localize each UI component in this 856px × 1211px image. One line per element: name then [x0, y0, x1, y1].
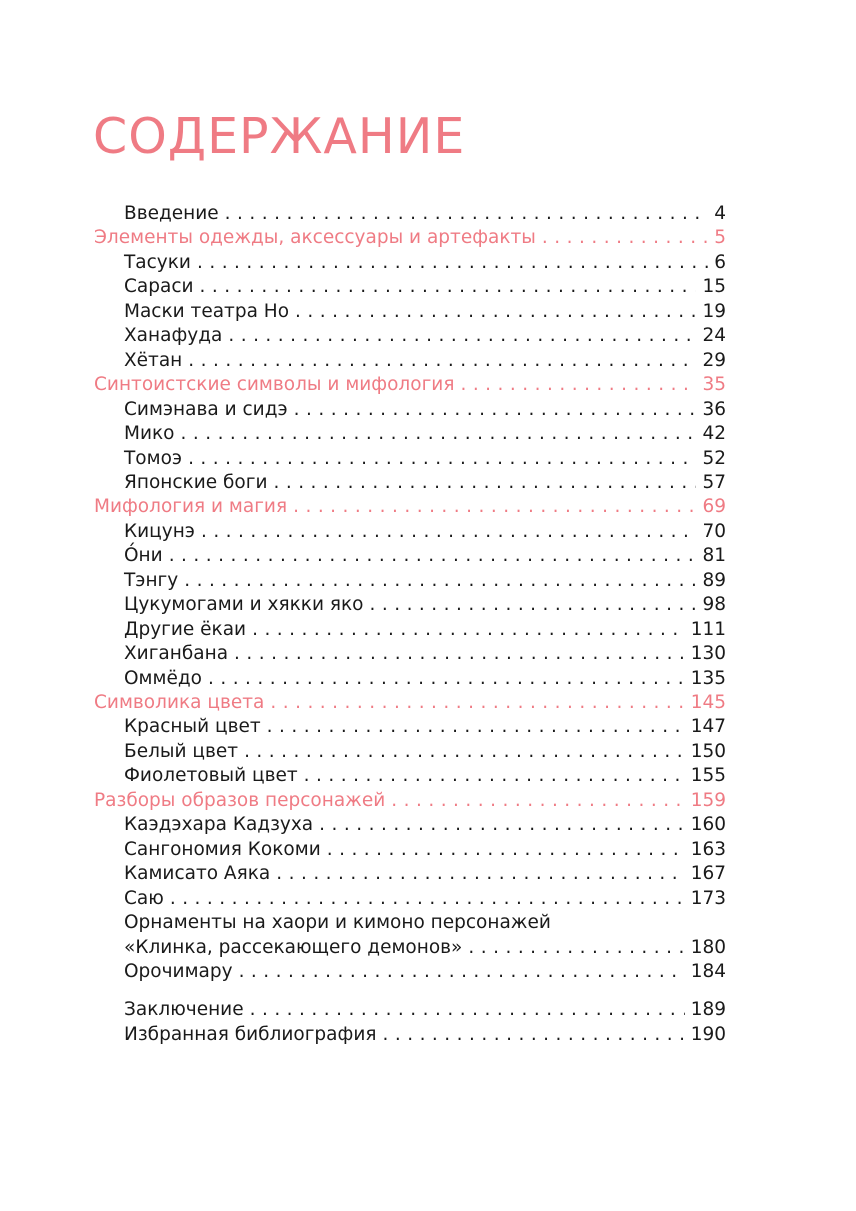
dot-leader: [244, 740, 685, 764]
toc-entry-label: Элементы одежды, аксессуары и артефакты: [94, 227, 536, 249]
toc-entry[interactable]: [124, 642, 726, 666]
toc-entry-label: Саю: [124, 887, 164, 909]
toc-entry[interactable]: [124, 936, 726, 960]
toc-entry[interactable]: [124, 1023, 726, 1047]
toc-entry-label: Другие ёкаи: [124, 618, 247, 640]
dot-leader: [208, 667, 685, 691]
toc-entry-label: Хиганбана: [124, 643, 229, 665]
toc-entry[interactable]: [124, 520, 726, 544]
toc-entry[interactable]: [124, 862, 726, 886]
dot-leader: [319, 813, 685, 837]
toc-page-number: 98: [702, 594, 726, 616]
dot-leader: [188, 447, 696, 471]
toc-entry[interactable]: [124, 202, 726, 226]
dot-leader: [169, 544, 697, 568]
toc-page-number: 70: [702, 520, 726, 542]
dot-leader: [228, 324, 696, 348]
dot-leader: [225, 202, 709, 226]
toc-page-number: 155: [690, 765, 726, 787]
toc-page-number: 81: [702, 545, 726, 567]
dot-leader: [197, 251, 708, 275]
toc-entry[interactable]: [124, 398, 726, 422]
toc-page-number: 89: [702, 569, 726, 591]
dot-leader: [276, 862, 684, 886]
toc-page-number: 29: [702, 349, 726, 371]
toc-page-number: 167: [690, 863, 726, 885]
toc-entry-label: «Клинка, рассекающего демонов»: [124, 936, 463, 958]
toc-page-number: 190: [690, 1023, 726, 1045]
toc-entry[interactable]: [124, 422, 726, 446]
toc-page-number: 36: [702, 398, 726, 420]
toc-entry-label: Синтоистские символы и мифология: [94, 374, 455, 396]
dot-leader: [294, 398, 697, 422]
toc-page-number: 4: [714, 203, 726, 224]
dot-leader: [184, 569, 696, 593]
toc-page-number: 5: [714, 227, 726, 249]
toc-entry-label: Орочимару: [124, 960, 233, 982]
toc-entry-label: Цукумогами и хякки яко: [124, 594, 364, 616]
toc-page-number: 19: [702, 300, 726, 322]
toc-entry-label: Символика цвета: [94, 692, 265, 713]
toc-entry-label: Красный цвет: [124, 716, 261, 738]
toc-entry[interactable]: [124, 740, 726, 764]
dot-leader: [542, 226, 708, 250]
toc-entry[interactable]: [124, 324, 726, 348]
toc-entry-label: Камисато Аяка: [124, 863, 271, 885]
toc-page-number: 57: [702, 471, 726, 493]
toc-page-number: 24: [702, 325, 726, 347]
toc-page-number: 159: [690, 789, 726, 811]
toc-entry-label: Орнаменты на хаори и кимоно персонажей: [124, 912, 551, 934]
toc-entry-label: Тэнгу: [124, 569, 179, 591]
toc-entry-label: Мифология и магия: [94, 496, 288, 518]
dot-leader: [304, 764, 685, 788]
toc-entry[interactable]: [124, 887, 726, 911]
toc-entry-label: Кицунэ: [124, 520, 195, 542]
toc-page-number: 42: [702, 423, 726, 445]
toc-entry[interactable]: [124, 251, 726, 275]
toc-entry[interactable]: [124, 838, 726, 862]
toc-entry-label: Разборы образов персонажей: [94, 789, 386, 811]
dot-leader: [468, 936, 684, 960]
toc-entry-label: Томоэ: [124, 447, 183, 469]
toc-entry-label: Каэдэхара Кадзуха: [124, 814, 314, 836]
toc-entry[interactable]: [124, 300, 726, 324]
toc-entry-label: Хётан: [124, 349, 183, 371]
toc-entry-label: Ханафуда: [124, 325, 223, 347]
toc-page-number: 130: [690, 643, 726, 665]
dot-leader: [180, 422, 696, 446]
toc-entry[interactable]: [124, 618, 726, 642]
toc-entry[interactable]: [124, 813, 726, 837]
toc-page-number: 145: [690, 692, 726, 713]
toc-page-number: 173: [690, 887, 726, 909]
toc-entry[interactable]: [124, 275, 726, 299]
dot-leader: [327, 838, 685, 862]
toc-page-number: 35: [702, 374, 726, 396]
dot-leader: [188, 349, 696, 373]
toc-entry-label: Сараси: [124, 276, 194, 298]
toc-page-number: 160: [690, 814, 726, 836]
toc-entry-label: Фиолетовый цвет: [124, 765, 298, 787]
toc-entry[interactable]: [124, 593, 726, 617]
toc-entry-label: Мико: [124, 423, 175, 445]
dot-leader: [170, 887, 685, 911]
toc-page-number: 147: [690, 716, 726, 738]
dot-leader: [252, 618, 685, 642]
toc-page-number: 189: [690, 999, 726, 1021]
dot-leader: [382, 1023, 684, 1047]
toc-entry[interactable]: [124, 998, 726, 1022]
toc-entry-label: Заключение: [124, 999, 244, 1021]
toc-entry[interactable]: [124, 544, 726, 568]
toc-entry[interactable]: [124, 764, 726, 788]
toc-entry[interactable]: [124, 447, 726, 471]
toc-entry-label: Симэнава и сидэ: [124, 398, 288, 420]
dot-leader: [270, 691, 684, 715]
toc-entry[interactable]: [124, 471, 726, 495]
dot-leader: [295, 300, 696, 324]
dot-leader: [273, 471, 696, 495]
toc-entry-label: Тасуки: [124, 251, 191, 273]
toc-section[interactable]: [94, 789, 726, 813]
dot-leader: [293, 495, 696, 519]
toc-page-number: 163: [690, 838, 726, 860]
dot-leader: [200, 275, 697, 299]
toc-entry-label: Маски театра Но: [124, 300, 290, 322]
toc-page-number: 111: [690, 618, 726, 640]
toc-entry-label: Избранная библиография: [124, 1023, 377, 1045]
toc-entry-label: О́ни: [124, 545, 163, 567]
toc-section[interactable]: [94, 226, 726, 250]
toc-entry[interactable]: [124, 349, 726, 373]
dot-leader: [201, 520, 697, 544]
toc-entry[interactable]: [124, 569, 726, 593]
toc-page-number: 150: [690, 740, 726, 762]
dot-leader: [234, 642, 685, 666]
toc-section[interactable]: [94, 691, 726, 715]
toc-page-number: 135: [690, 667, 726, 689]
dot-leader: [267, 715, 685, 739]
toc-page-number: 52: [702, 447, 726, 469]
toc-page-number: 15: [702, 276, 726, 298]
toc-section[interactable]: [94, 373, 726, 397]
dot-leader: [239, 960, 685, 984]
toc-entry-label: Введение: [124, 203, 219, 224]
toc-page-number: 184: [690, 960, 726, 982]
toc-page-number: 69: [702, 496, 726, 518]
toc-page-number: 6: [714, 251, 726, 273]
toc-entry[interactable]: [124, 911, 726, 935]
toc-entry[interactable]: [124, 960, 726, 984]
toc-page-number: 180: [690, 936, 726, 958]
dot-leader: [391, 789, 684, 813]
toc-entry-label: Оммёдо: [124, 667, 202, 689]
toc-entry-label: Белый цвет: [124, 740, 239, 762]
page-title: СОДЕРЖАНИЕ: [93, 108, 466, 165]
toc-section[interactable]: [94, 495, 726, 519]
toc-entry[interactable]: [124, 667, 726, 691]
dot-leader: [250, 998, 685, 1022]
dot-leader: [369, 593, 696, 617]
toc-entry-label: Сангономия Кокоми: [124, 838, 321, 860]
dot-leader: [460, 373, 696, 397]
toc-entry[interactable]: [124, 715, 726, 739]
toc-entry-label: Японские боги: [124, 471, 268, 493]
